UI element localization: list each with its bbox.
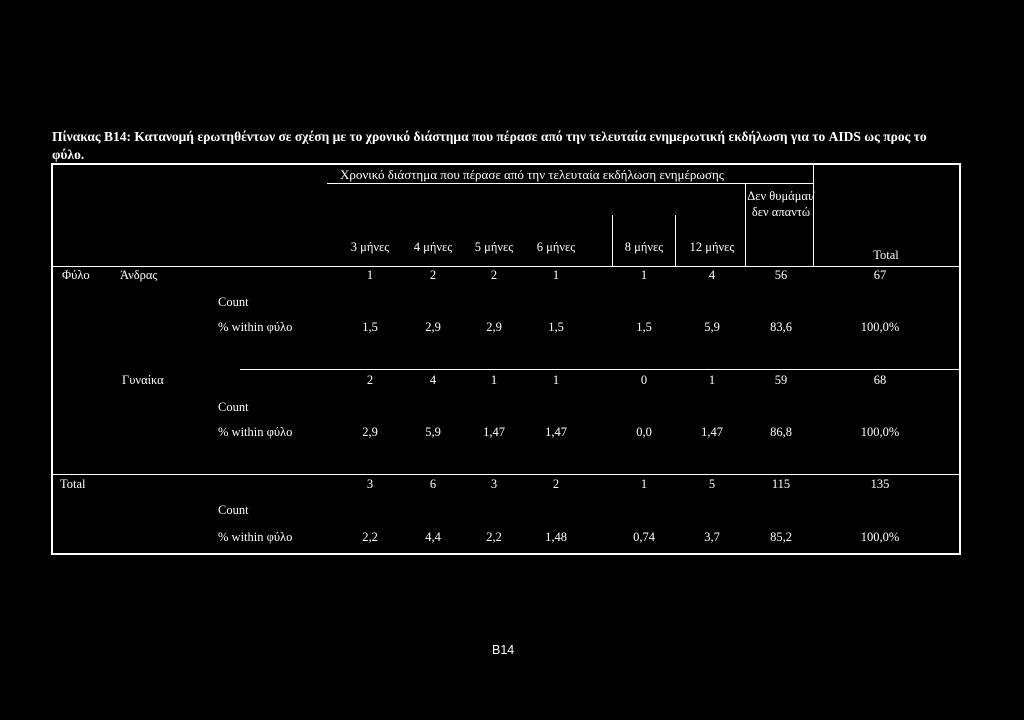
row-group-label: Άνδρας: [120, 268, 158, 282]
count-cell: 4: [429, 373, 437, 387]
percent-cell: 3,7: [704, 530, 720, 544]
count-label: Count: [218, 295, 249, 309]
percent-cell: 2,9: [362, 425, 378, 439]
column-header: 12 μήνες: [689, 240, 735, 254]
row-group-label: Total: [60, 477, 86, 491]
count-cell: 2: [552, 477, 560, 491]
count-cell: 68: [873, 373, 887, 387]
count-cell: 2: [366, 373, 374, 387]
group-rule: [53, 474, 959, 475]
column-header: 4 μήνες: [413, 240, 453, 254]
group-header: Χρονικό διάστημα που πέρασε από την τελευταία εκδήλωση ενημέρωσης: [340, 167, 724, 182]
percent-cell: 83,6: [770, 320, 792, 334]
count-cell: 2: [429, 268, 437, 282]
percent-cell: 5,9: [704, 320, 720, 334]
count-cell: 6: [429, 477, 437, 491]
count-cell: 0: [640, 373, 648, 387]
crosstab-table: [51, 163, 961, 555]
count-label: Count: [218, 400, 249, 414]
percent-cell: 0,74: [633, 530, 655, 544]
count-cell: 5: [708, 477, 716, 491]
percent-cell: 1,5: [636, 320, 652, 334]
count-cell: 2: [490, 268, 498, 282]
column-header: 6 μήνες: [536, 240, 576, 254]
percent-cell: 2,2: [486, 530, 502, 544]
header-bottom-rule: [53, 266, 959, 267]
total-column-header: Total: [873, 248, 899, 262]
count-cell: 67: [873, 268, 887, 282]
count-label: Count: [218, 503, 249, 517]
count-cell: 3: [490, 477, 498, 491]
count-cell: 135: [870, 477, 890, 491]
column-header: 8 μήνες: [624, 240, 664, 254]
page-footer: B14: [492, 643, 515, 657]
count-cell: 1: [552, 373, 560, 387]
percent-cell: 86,8: [770, 425, 792, 439]
percent-cell: 100,0%: [860, 530, 900, 544]
percent-cell: 1,48: [545, 530, 567, 544]
percent-cell: 4,4: [425, 530, 441, 544]
count-cell: 3: [366, 477, 374, 491]
table-caption: Πίνακας Β14: Κατανομή ερωτηθέντων σε σχέση με το χρονικό διάστημα που πέρασε από την τελευταία ενημερωτική εκδήλωση για το AIDS ως προς το φύλο.: [52, 129, 927, 162]
col-divider: [675, 215, 676, 266]
percent-cell: 1,47: [701, 425, 723, 439]
percent-label: % within φύλο: [218, 530, 293, 544]
column-header: 3 μήνες: [350, 240, 390, 254]
percent-cell: 1,47: [545, 425, 567, 439]
group-rule: [240, 369, 959, 370]
count-cell: 1: [552, 268, 560, 282]
count-cell: 56: [774, 268, 788, 282]
percent-cell: 5,9: [425, 425, 441, 439]
percent-label: % within φύλο: [218, 425, 293, 439]
row-group-label: Γυναίκα: [122, 373, 164, 387]
header-rule: [327, 183, 813, 184]
percent-cell: 2,9: [425, 320, 441, 334]
count-cell: 59: [774, 373, 788, 387]
row-variable-label: Φύλο: [62, 268, 90, 282]
percent-cell: 0,0: [636, 425, 652, 439]
percent-cell: 1,5: [362, 320, 378, 334]
count-cell: 1: [490, 373, 498, 387]
percent-cell: 100,0%: [860, 320, 900, 334]
count-cell: 4: [708, 268, 716, 282]
percent-cell: 2,2: [362, 530, 378, 544]
column-header: 5 μήνες: [474, 240, 514, 254]
count-cell: 115: [771, 477, 791, 491]
percent-cell: 2,9: [486, 320, 502, 334]
percent-cell: 1,47: [483, 425, 505, 439]
count-cell: 1: [366, 268, 374, 282]
col-divider: [612, 215, 613, 266]
count-cell: 1: [640, 268, 648, 282]
count-cell: 1: [708, 373, 716, 387]
percent-label: % within φύλο: [218, 320, 293, 334]
percent-cell: 85,2: [770, 530, 792, 544]
percent-cell: 1,5: [548, 320, 564, 334]
percent-cell: 100,0%: [860, 425, 900, 439]
count-cell: 1: [640, 477, 648, 491]
column-header: Δεν θυμάμαι/ δεν απαντώ: [747, 189, 815, 219]
